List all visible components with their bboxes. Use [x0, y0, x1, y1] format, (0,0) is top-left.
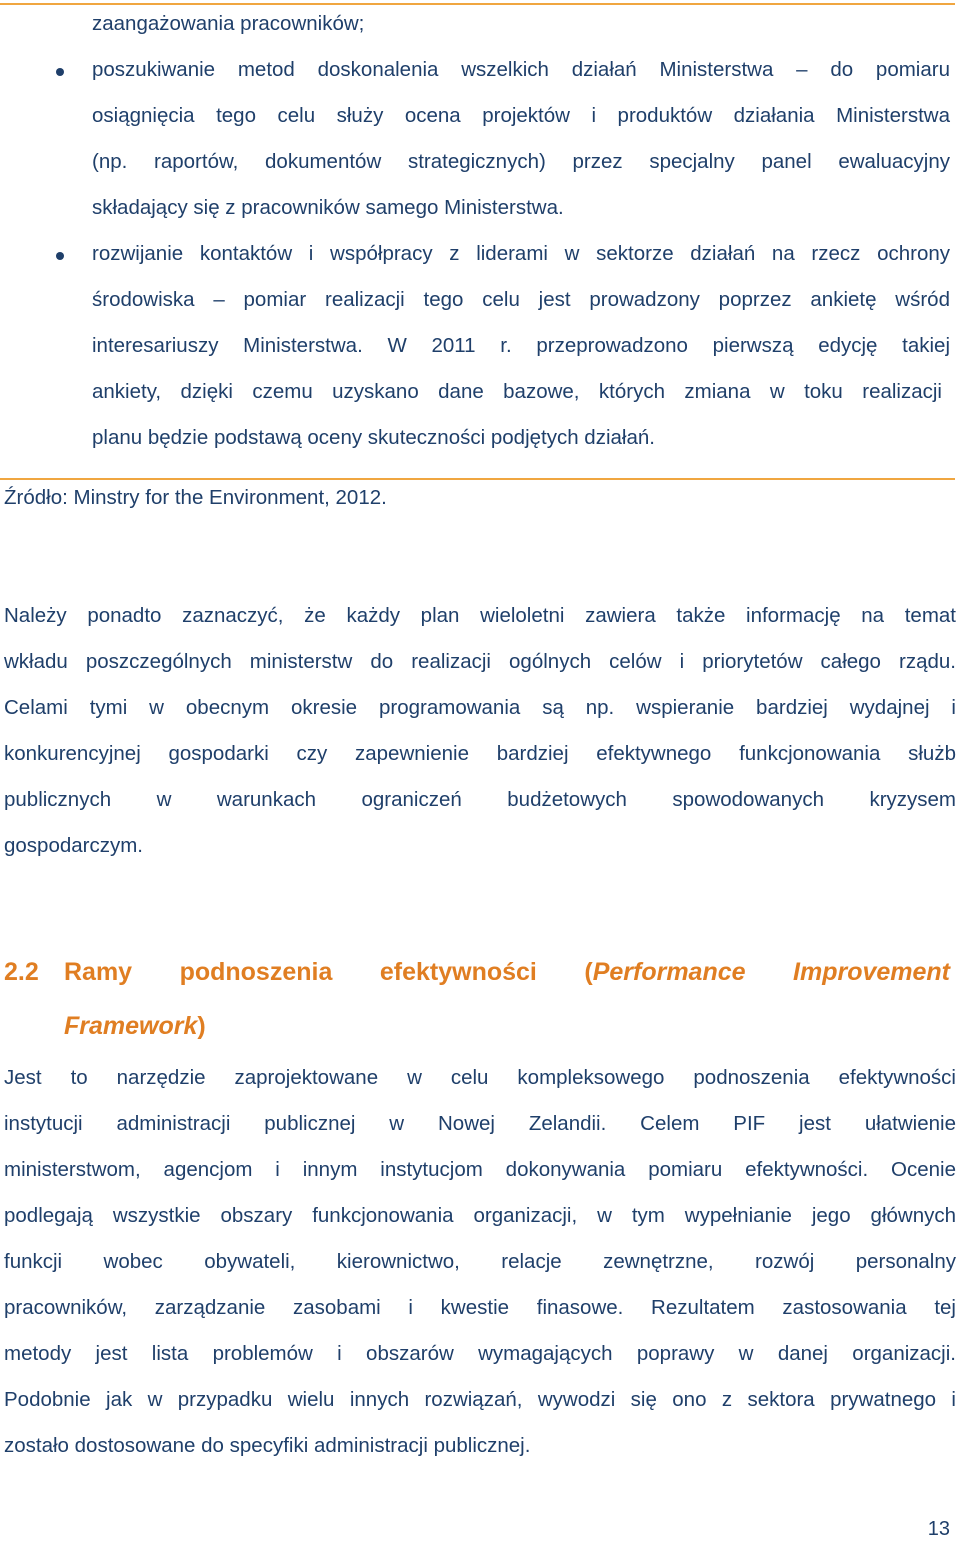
- paragraph-line: konkurencyjnej gospodarki czy zapewnienie bardziej efektywnego funkcjonowania służb: [4, 742, 956, 765]
- paragraph-line: wkładu poszczególnych ministerstw do realizacji ogólnych celów i priorytetów całego rządu.: [4, 650, 956, 673]
- source-caption: Źródło: Minstry for the Environment, 2012.: [4, 486, 387, 509]
- paragraph-line: Należy ponadto zaznaczyć, że każdy plan wieloletni zawiera także informację na temat: [4, 604, 956, 627]
- paragraph-line: Podobnie jak w przypadku wielu innych rozwiązań, wywodzi się ono z sektora prywatnego i: [4, 1388, 956, 1411]
- heading-text: Ramy podnoszenia efektywności (: [64, 958, 593, 986]
- bullet1-line: składający się z pracowników samego Ministerstwa.: [92, 196, 564, 219]
- bullet1-line: osiągnięcia tego celu służy ocena projektów i produktów działania Ministerstwa: [92, 104, 950, 127]
- bullet2-line: planu będzie podstawą oceny skuteczności podjętych działań.: [92, 426, 655, 449]
- bullet2-line: ankiety, dzięki czemu uzyskano dane bazowe, których zmiana w toku realizacji: [92, 380, 942, 403]
- paragraph-line: gospodarczym.: [4, 834, 144, 857]
- bullet2-line: rozwijanie kontaktów i współpracy z liderami w sektorze działań na rzecz ochrony: [92, 242, 950, 265]
- bullet1-line: (np. raportów, dokumentów strategicznych) przez specjalny panel ewaluacyjny: [92, 150, 950, 173]
- paragraph-line: ministerstwom, agencjom i innym instytucjom dokonywania pomiaru efektywności. Ocenie: [4, 1158, 956, 1181]
- paragraph-line: zostało dostosowane do specyfiki administracji publicznej.: [4, 1434, 531, 1457]
- bullet-marker: [56, 68, 64, 76]
- page-number: 13: [927, 1518, 950, 1540]
- box-bottom-border: [0, 478, 955, 480]
- paragraph-line: Jest to narzędzie zaprojektowane w celu kompleksowego podnoszenia efektywności: [4, 1066, 956, 1089]
- bullet2-line: interesariuszy Ministerstwa. W 2011 r. przeprowadzono pierwszą edycję takiej: [92, 334, 950, 357]
- paragraph-line: publicznych w warunkach ograniczeń budżetowych spowodowanych kryzysem: [4, 788, 956, 811]
- heading-close-paren: ): [197, 1012, 206, 1040]
- paragraph-line: pracowników, zarządzanie zasobami i kwestie finasowe. Rezultatem zastosowania tej: [4, 1296, 956, 1319]
- box-first-line: zaangażowania pracowników;: [92, 12, 365, 35]
- bullet-marker: [56, 252, 64, 260]
- box-top-border: [0, 3, 955, 5]
- paragraph-line: funkcji wobec obywateli, kierownictwo, relacje zewnętrzne, rozwój personalny: [4, 1250, 956, 1273]
- paragraph-line: podlegają wszystkie obszary funkcjonowania organizacji, w tym wypełnianie jego głównych: [4, 1204, 956, 1227]
- paragraph-line: Celami tymi w obecnym okresie programowania są np. wspieranie bardziej wydajnej i: [4, 696, 956, 719]
- section-heading-number: 2.2: [4, 958, 39, 986]
- bullet1-line: poszukiwanie metod doskonalenia wszelkich działań Ministerstwa – do pomiaru: [92, 58, 950, 81]
- heading-italic: Performance Improvement: [592, 958, 951, 986]
- section-heading-line1: [64, 957, 950, 987]
- paragraph-line: metody jest lista problemów i obszarów wymagających poprawy w danej organizacji.: [4, 1342, 956, 1365]
- heading-italic: Framework: [64, 1012, 198, 1040]
- paragraph-line: instytucji administracji publicznej w Nowej Zelandii. Celem PIF jest ułatwienie: [4, 1112, 956, 1135]
- section-heading-line2: [64, 1011, 206, 1041]
- bullet2-line: środowiska – pomiar realizacji tego celu jest prowadzony poprzez ankietę wśród: [92, 288, 950, 311]
